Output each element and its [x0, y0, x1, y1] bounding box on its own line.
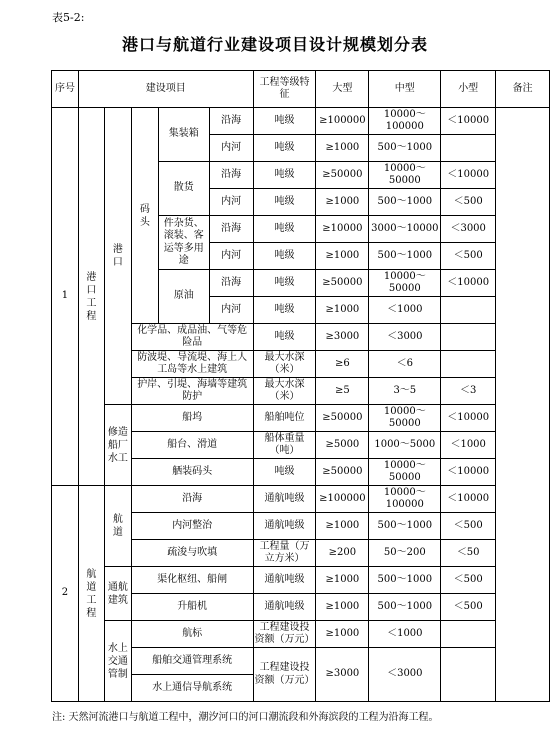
header-large: 大型: [316, 71, 369, 108]
table-row: [52, 108, 550, 135]
header-project: 建设项目: [78, 71, 253, 108]
table-label: 表5-2:: [52, 11, 85, 24]
category-water-traffic: 水上交通管制: [104, 621, 131, 702]
small-cell: [441, 135, 496, 162]
medium-cell: 500～1000: [369, 189, 441, 216]
small-cell: ＜50: [441, 540, 496, 567]
footnote: 注: 天然河流港口与航道工程中，潮汐河口的河口潮流段和外海滨段的工程为沿海工程。: [52, 712, 439, 723]
feature-cell: 工程建设投资额（万元）: [253, 621, 316, 648]
feature-cell: 吨级: [253, 162, 316, 189]
large-cell: ≥1000: [316, 297, 369, 324]
large-cell: ≥6: [316, 351, 369, 378]
large-cell: ≥100000: [316, 108, 369, 135]
table-row: [52, 621, 550, 648]
area-inland: 内河: [209, 135, 253, 162]
medium-cell: 50～200: [369, 540, 441, 567]
large-cell: ≥1000: [316, 567, 369, 594]
cargo-bulk: 散货: [158, 162, 209, 216]
cargo-general: 件杂货、滚装、客运等多用途: [158, 216, 209, 270]
feature-cell: 吨级: [253, 297, 316, 324]
small-cell: ＜3000: [441, 216, 496, 243]
medium-cell: 500～1000: [369, 567, 441, 594]
project-cell: 内河整治: [131, 513, 253, 540]
small-cell: ＜10000: [441, 162, 496, 189]
large-cell: ≥5000: [316, 432, 369, 459]
cargo-crude: 原油: [158, 270, 209, 324]
medium-cell: ＜1000: [369, 297, 441, 324]
small-cell: ＜10000: [441, 486, 496, 513]
project-cell: 化学品、成品油、气等危险品: [131, 324, 253, 351]
medium-cell: ＜6: [369, 351, 441, 378]
project-cell: 渠化枢纽、船闸: [131, 567, 253, 594]
area-inland: 内河: [209, 297, 253, 324]
small-cell: ＜10000: [441, 459, 496, 486]
medium-cell: 500～1000: [369, 243, 441, 270]
small-cell: ＜500: [441, 567, 496, 594]
feature-cell: 工程建设投资额（万元）: [253, 648, 316, 702]
large-cell: ≥1000: [316, 621, 369, 648]
small-cell: [441, 621, 496, 648]
large-cell: ≥50000: [316, 459, 369, 486]
feature-cell: 通航吨级: [253, 594, 316, 621]
project-cell: 舾装码头: [131, 459, 253, 486]
medium-cell: 3000～10000: [369, 216, 441, 243]
feature-cell: 吨级: [253, 243, 316, 270]
medium-cell: 10000～50000: [369, 405, 441, 432]
small-cell: ＜500: [441, 594, 496, 621]
medium-cell: 500～1000: [369, 594, 441, 621]
large-cell: ≥1000: [316, 513, 369, 540]
large-cell: ≥1000: [316, 594, 369, 621]
project-cell: 疏浚与吹填: [131, 540, 253, 567]
small-cell: ＜10000: [441, 405, 496, 432]
project-cell: 护岸、引堤、海墙等建筑防护: [131, 378, 253, 405]
feature-cell: 通航吨级: [253, 513, 316, 540]
small-cell: ＜1000: [441, 432, 496, 459]
table-row: [52, 486, 550, 513]
project-cell: 船台、滑道: [131, 432, 253, 459]
feature-cell: 吨级: [253, 270, 316, 297]
header-small: 小型: [441, 71, 496, 108]
small-cell: [441, 648, 496, 702]
large-cell: ≥5: [316, 378, 369, 405]
category-repair: 修造船厂水工: [104, 405, 131, 486]
medium-cell: ＜1000: [369, 621, 441, 648]
project-cell: 船舶交通管理系统: [131, 648, 253, 675]
feature-cell: 吨级: [253, 189, 316, 216]
project-cell: 航标: [131, 621, 253, 648]
cargo-container: 集装箱: [158, 108, 209, 162]
area-inland: 内河: [209, 243, 253, 270]
medium-cell: 10000～50000: [369, 162, 441, 189]
small-cell: ＜10000: [441, 270, 496, 297]
feature-cell: 最大水深（米）: [253, 378, 316, 405]
small-cell: ＜500: [441, 513, 496, 540]
small-cell: [441, 324, 496, 351]
small-cell: ＜10000: [441, 108, 496, 135]
area-inland: 内河: [209, 189, 253, 216]
small-cell: ＜3: [441, 378, 496, 405]
project-cell: 船坞: [131, 405, 253, 432]
medium-cell: 10000～50000: [369, 459, 441, 486]
medium-cell: ＜3000: [369, 324, 441, 351]
small-cell: ＜500: [441, 189, 496, 216]
feature-cell: 最大水深（米）: [253, 351, 316, 378]
large-cell: ≥10000: [316, 216, 369, 243]
feature-cell: 吨级: [253, 108, 316, 135]
medium-cell: 3～5: [369, 378, 441, 405]
group-name: 港口工程: [78, 108, 104, 486]
feature-cell: 船体重量（吨）: [253, 432, 316, 459]
category-nav-build: 通航建筑: [104, 567, 131, 621]
feature-cell: 工程量（万立方米）: [253, 540, 316, 567]
large-cell: ≥100000: [316, 486, 369, 513]
header-seq: 序号: [52, 71, 79, 108]
medium-cell: ＜3000: [369, 648, 441, 702]
medium-cell: 500～1000: [369, 513, 441, 540]
category-dock: 码头: [131, 108, 158, 324]
feature-cell: 通航吨级: [253, 486, 316, 513]
group-seq: 2: [52, 486, 79, 702]
header-feature: 工程等级特征: [253, 71, 316, 108]
project-cell: 水上通信导航系统: [131, 675, 253, 702]
large-cell: ≥50000: [316, 162, 369, 189]
large-cell: ≥1000: [316, 135, 369, 162]
page-title: 港口与航道行业建设项目设计规模划分表: [121, 35, 428, 54]
group-seq: 1: [52, 108, 79, 486]
table-row: [52, 405, 550, 432]
header-remark: 备注: [496, 71, 550, 108]
project-cell: 升船机: [131, 594, 253, 621]
feature-cell: 吨级: [253, 324, 316, 351]
area-coastal: 沿海: [209, 216, 253, 243]
medium-cell: 10000～100000: [369, 486, 441, 513]
header-medium: 中型: [369, 71, 441, 108]
table-row: [52, 567, 550, 594]
feature-cell: 通航吨级: [253, 567, 316, 594]
feature-cell: 吨级: [253, 135, 316, 162]
area-coastal: 沿海: [209, 270, 253, 297]
header-row: [52, 71, 550, 108]
feature-cell: 吨级: [253, 459, 316, 486]
category-port: 港口: [104, 108, 131, 405]
remark-cell: [496, 108, 550, 702]
project-cell: 防波堤、导流堤、海上人工岛等水上建筑: [131, 351, 253, 378]
category-channel: 航道: [104, 486, 131, 567]
medium-cell: 10000～100000: [369, 108, 441, 135]
large-cell: ≥50000: [316, 270, 369, 297]
small-cell: [441, 297, 496, 324]
medium-cell: 500～1000: [369, 135, 441, 162]
group-name: 航道工程: [78, 486, 104, 702]
large-cell: ≥1000: [316, 189, 369, 216]
large-cell: ≥1000: [316, 243, 369, 270]
medium-cell: 10000～50000: [369, 270, 441, 297]
feature-cell: 船舶吨位: [253, 405, 316, 432]
project-cell: 沿海: [131, 486, 253, 513]
large-cell: ≥50000: [316, 405, 369, 432]
small-cell: [441, 351, 496, 378]
small-cell: ＜500: [441, 243, 496, 270]
medium-cell: 1000～5000: [369, 432, 441, 459]
large-cell: ≥200: [316, 540, 369, 567]
large-cell: ≥3000: [316, 648, 369, 702]
area-coastal: 沿海: [209, 162, 253, 189]
feature-cell: 吨级: [253, 216, 316, 243]
scale-table: [51, 70, 550, 702]
area-coastal: 沿海: [209, 108, 253, 135]
large-cell: ≥3000: [316, 324, 369, 351]
